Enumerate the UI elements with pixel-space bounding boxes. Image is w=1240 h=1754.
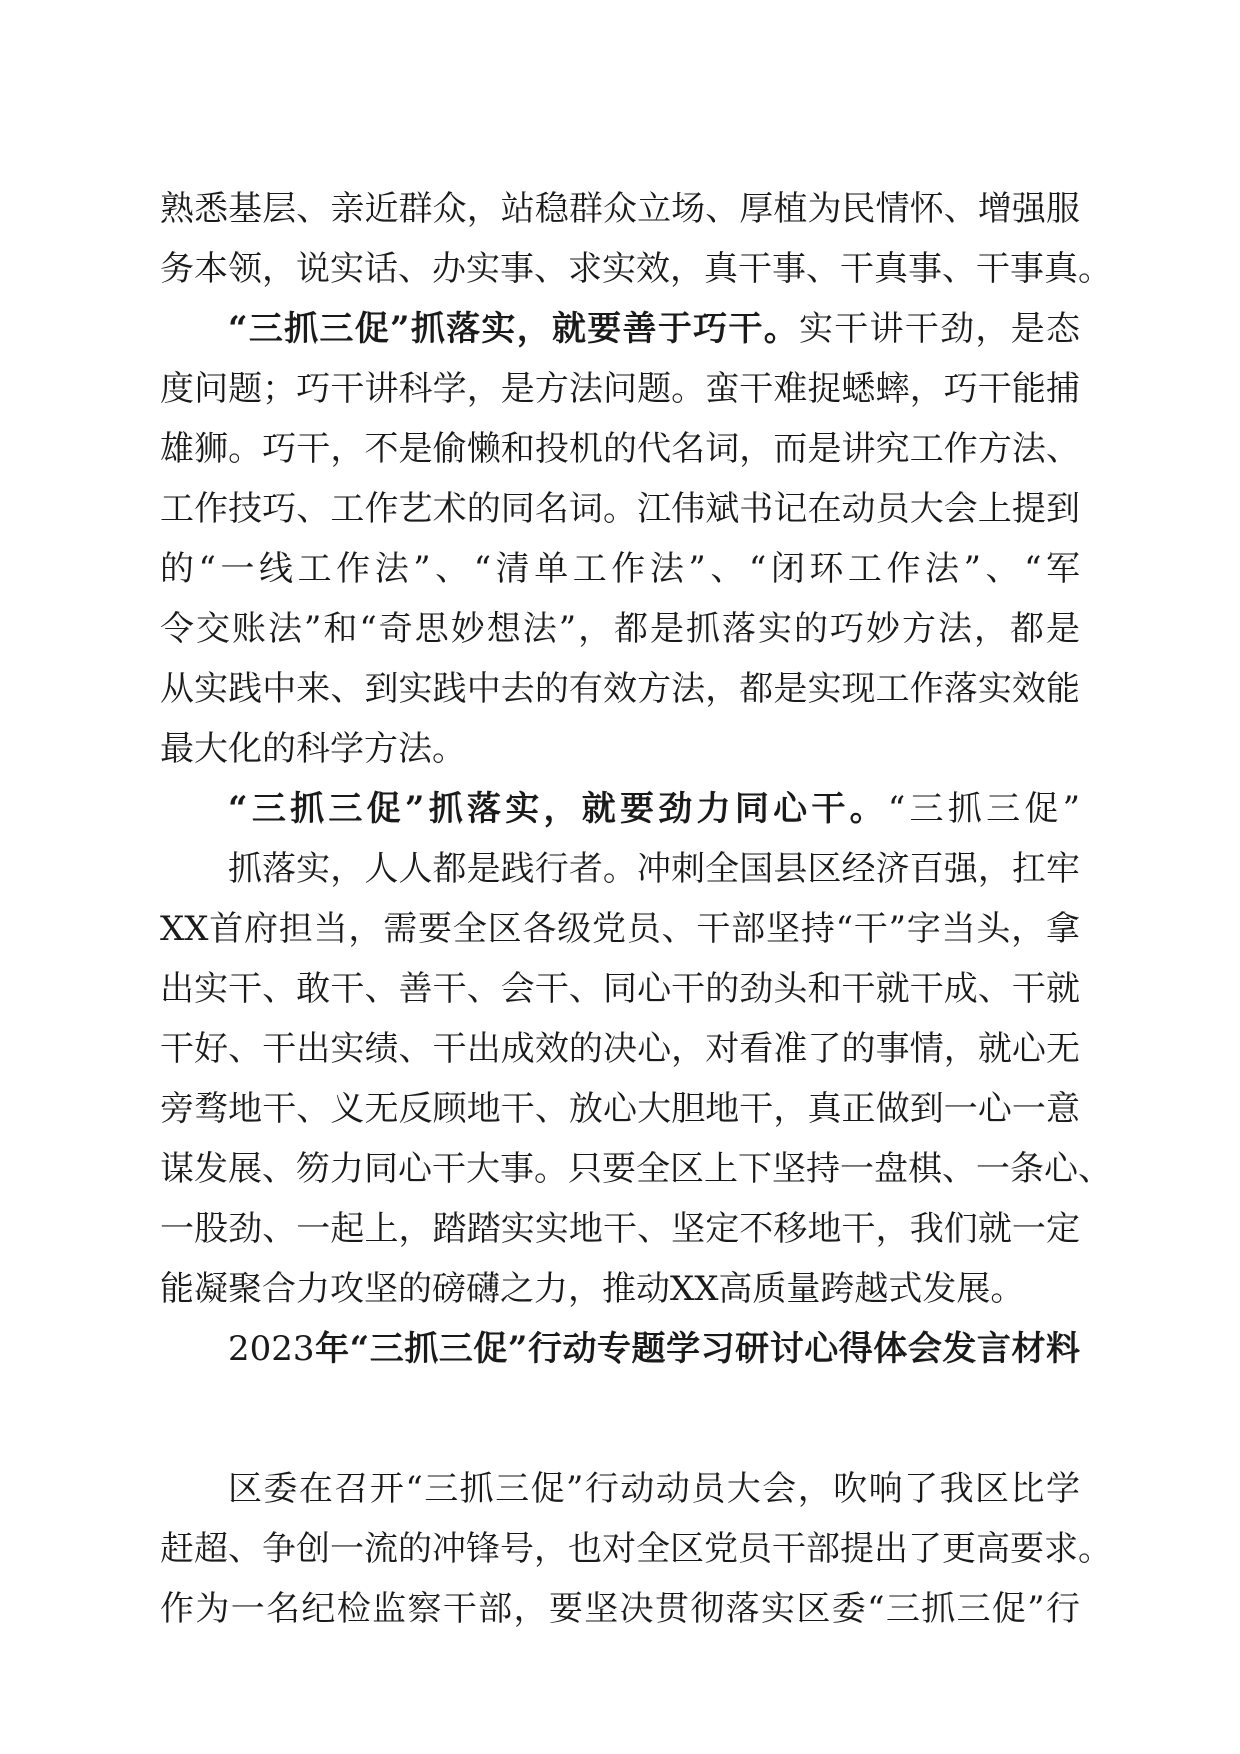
paragraph-heading: “三抓三促”抓落实，就要劲力同心干。 [228, 789, 888, 829]
text-line: 度问题；巧干讲科学，是方法问题。蛮干难捉蟋蟀，巧干能捕 [160, 369, 1080, 409]
text-line: 能凝聚合力攻坚的磅礴之力，推动XX高质量跨越式发展。 [160, 1269, 1025, 1309]
text-line: 出实干、敢干、善干、会干、同心干的劲头和干就干成、干就 [160, 969, 1080, 1009]
text-line: 抓落实，人人都是践行者。冲刺全国县区经济百强，扛牢 [228, 849, 1080, 889]
text-span: 实干讲干劲，是态 [798, 309, 1080, 349]
paragraph-first-line: 区委在召开“三抓三促”行动动员大会，吹响了我区比学 [228, 1469, 1080, 1509]
text-line: 工作技巧、工作艺术的同名词。江伟斌书记在动员大会上提到 [160, 489, 1080, 529]
text-line: 从实践中来、到实践中去的有效方法，都是实现工作落实效能 [160, 669, 1080, 709]
text-line: XX首府担当，需要全区各级党员、干部坚持“干”字当头，拿 [160, 909, 1080, 949]
text-line: 熟悉基层、亲近群众，站稳群众立场、厚植为民情怀、增强服 [160, 189, 1080, 229]
text-line: 一股劲、一起上，踏踏实实地干、坚定不移地干，我们就一定 [160, 1209, 1080, 1249]
text-line: 旁骛地干、义无反顾地干、放心大胆地干，真正做到一心一意 [160, 1089, 1080, 1129]
title-text: 年“三抓三促”行动专题学习研讨心得体会发言材料 [314, 1329, 1080, 1369]
text-line: 干好、干出实绩、干出成效的决心，对看准了的事情，就心无 [160, 1029, 1080, 1069]
text-line: 谋发展、笏力同心干大事。只要全区上下坚持一盘棋、一条心、 [160, 1149, 1112, 1189]
text-line: 务本领，说实话、办实事、求实效，真干事、干真事、干事真。 [160, 249, 1112, 289]
text-line: 雄狮。巧干，不是偷懒和投机的代名词，而是讲究工作方法、 [160, 429, 1080, 469]
text-line: 赶超、争创一流的冲锋号，也对全区党员干部提出了更高要求。 [160, 1529, 1112, 1569]
paragraph-heading: “三抓三促”抓落实，就要善于巧干。 [228, 309, 799, 349]
text-line: 最大化的科学方法。 [160, 729, 466, 769]
text-line: 令交账法”和“奇思妙想法”，都是抓落实的巧妙方法，都是 [160, 609, 1080, 649]
article-title [228, 1320, 1080, 1378]
text-span: “三抓三促” [887, 789, 1080, 829]
text-line: 的“一线工作法”、“清单工作法”、“闭环工作法”、“军 [160, 549, 1080, 589]
title-year: 2023 [228, 1329, 315, 1369]
paragraph-first-line [228, 300, 1080, 358]
paragraph-first-line [228, 780, 1080, 838]
text-line: 作为一名纪检监察干部，要坚决贯彻落实区委“三抓三促”行 [160, 1589, 1080, 1629]
